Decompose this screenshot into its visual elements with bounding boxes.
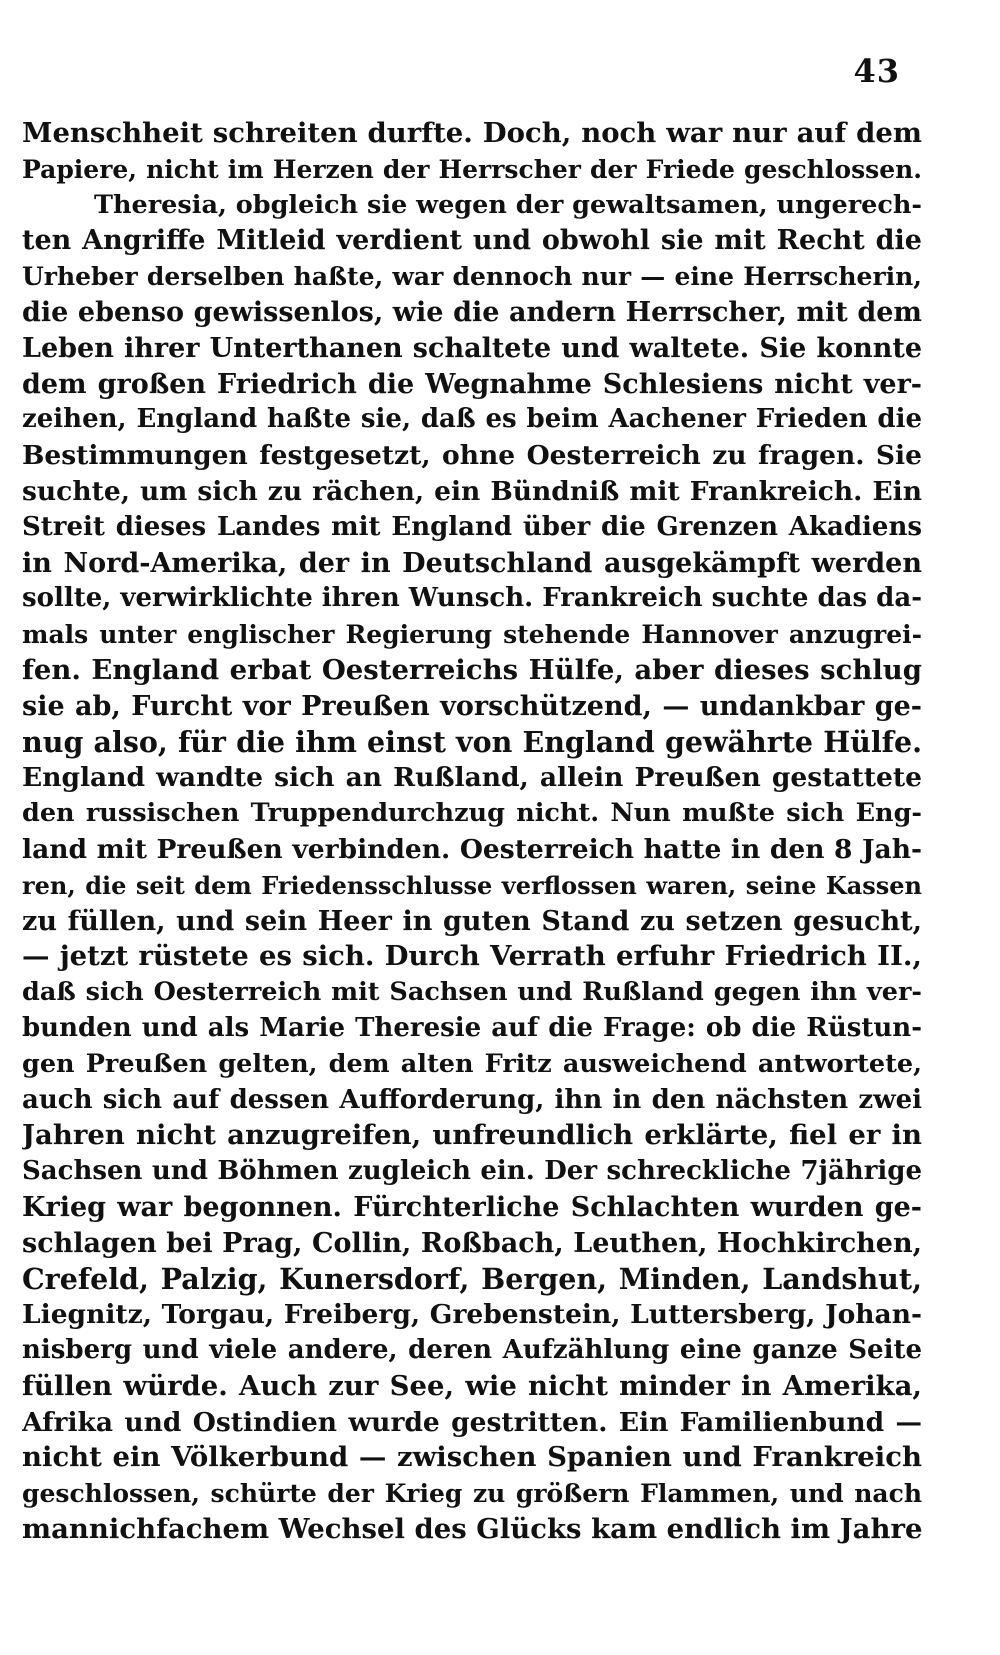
text-line: Krieg war begonnen. Fürchterliche Schlachten wurden ge- xyxy=(22,1191,922,1223)
text-line: sie ab, Furcht vor Preußen vorschützend, — undankbar ge- xyxy=(22,690,922,722)
text-line: füllen würde. Auch zur See, wie nicht minder in Amerika, xyxy=(22,1369,922,1402)
text-line: Theresia, obgleich sie wegen der gewaltsamen, ungerech- xyxy=(94,189,922,220)
text-line: Afrika und Ostindien wurde gestritten. Ein Familienbund — xyxy=(22,1406,922,1438)
text-line: land mit Preußen verbinden. Oesterreich hatte in den 8 Jah- xyxy=(22,833,922,865)
text-line: nug also, für die ihm einst von England gewährte Hülfe. xyxy=(22,724,922,759)
text-line: Crefeld, Palzig, Kunersdorf, Bergen, Minden, Landshut, xyxy=(22,1261,922,1296)
text-line: Leben ihrer Unterthanen schaltete und waltete. Sie konnte xyxy=(22,332,922,364)
text-line: bunden und als Marie Theresie auf die Frage: ob die Rüstun- xyxy=(22,1012,922,1043)
page-number: 43 xyxy=(853,52,900,90)
text-line: Streit dieses Landes mit England über die Grenzen Akadiens xyxy=(22,511,922,542)
text-line: Liegnitz, Torgau, Freiberg, Grebenstein, Luttersberg, Johan- xyxy=(22,1299,922,1331)
text-line: dem großen Friedrich die Wegnahme Schlesiens nicht ver- xyxy=(22,368,922,400)
text-line: suchte, um sich zu rächen, ein Bündniß mit Frankreich. Ein xyxy=(22,475,922,507)
text-line: mals unter englischer Regierung stehende Hannover anzugrei- xyxy=(22,620,922,650)
text-line: Papiere, nicht im Herzen der Herrscher der Friede geschlossen. xyxy=(22,154,922,184)
text-line: geschlossen, schürte der Krieg zu größern Flammen, und nach xyxy=(22,1479,922,1509)
text-line: England wandte sich an Rußland, allein Preußen gestattete xyxy=(22,762,922,794)
text-line: daß sich Oesterreich mit Sachsen und Rußland gegen ihn ver- xyxy=(22,977,922,1008)
text-line: in Nord-Amerika, der in Deutschland ausgekämpft werden xyxy=(22,547,922,579)
text-line: Menschheit schreiten durfte. Doch, noch war nur auf dem xyxy=(22,117,922,149)
text-line: Sachsen und Böhmen zugleich ein. Der schreckliche 7jährige xyxy=(22,1156,922,1187)
text-line: sollte, verwirklichte ihren Wunsch. Frankreich suchte das da- xyxy=(22,583,922,614)
text-line: auch sich auf dessen Aufforderung, ihn in den nächsten zwei xyxy=(22,1084,922,1115)
text-line: fen. England erbat Oesterreichs Hülfe, aber dieses schlug xyxy=(22,653,922,686)
text-line: — jetzt rüstete es sich. Durch Verrath erfuhr Friedrich II., xyxy=(22,940,922,973)
text-line: Bestimmungen festgesetzt, ohne Oesterreich zu fragen. Sie xyxy=(22,440,922,472)
text-line: ren, die seit dem Friedensschlusse verflossen waren, seine Kassen xyxy=(22,870,922,900)
text-line: zu füllen, und sein Heer in guten Stand zu setzen gesucht, xyxy=(22,905,922,937)
text-line: den russischen Truppendurchzug nicht. Nun mußte sich Eng- xyxy=(22,798,922,829)
body-text xyxy=(22,116,922,1548)
text-line: mannichfachem Wechsel des Glücks kam endlich im Jahre xyxy=(22,1513,922,1546)
text-line: ten Angriffe Mitleid verdient und obwohl sie mit Recht die xyxy=(22,225,922,257)
text-line: schlagen bei Prag, Collin, Roßbach, Leuthen, Hochkirchen, xyxy=(22,1227,922,1259)
text-line: Urheber derselben haßte, war dennoch nur — eine Herrscherin, xyxy=(22,262,922,292)
text-line: zeihen, England haßte sie, daß es beim Aachener Frieden die xyxy=(22,404,922,435)
text-line: gen Preußen gelten, dem alten Fritz ausweichend antwortete, xyxy=(22,1048,922,1079)
text-line: nisberg und viele andere, deren Aufzählung eine ganze Seite xyxy=(22,1335,922,1366)
text-line: die ebenso gewissenlos, wie die andern Herrscher, mit dem xyxy=(22,296,922,328)
text-line: Jahren nicht anzugreifen, unfreundlich erklärte, fiel er in xyxy=(22,1119,922,1152)
text-line: nicht ein Völkerbund — zwischen Spanien und Frankreich xyxy=(22,1441,922,1474)
